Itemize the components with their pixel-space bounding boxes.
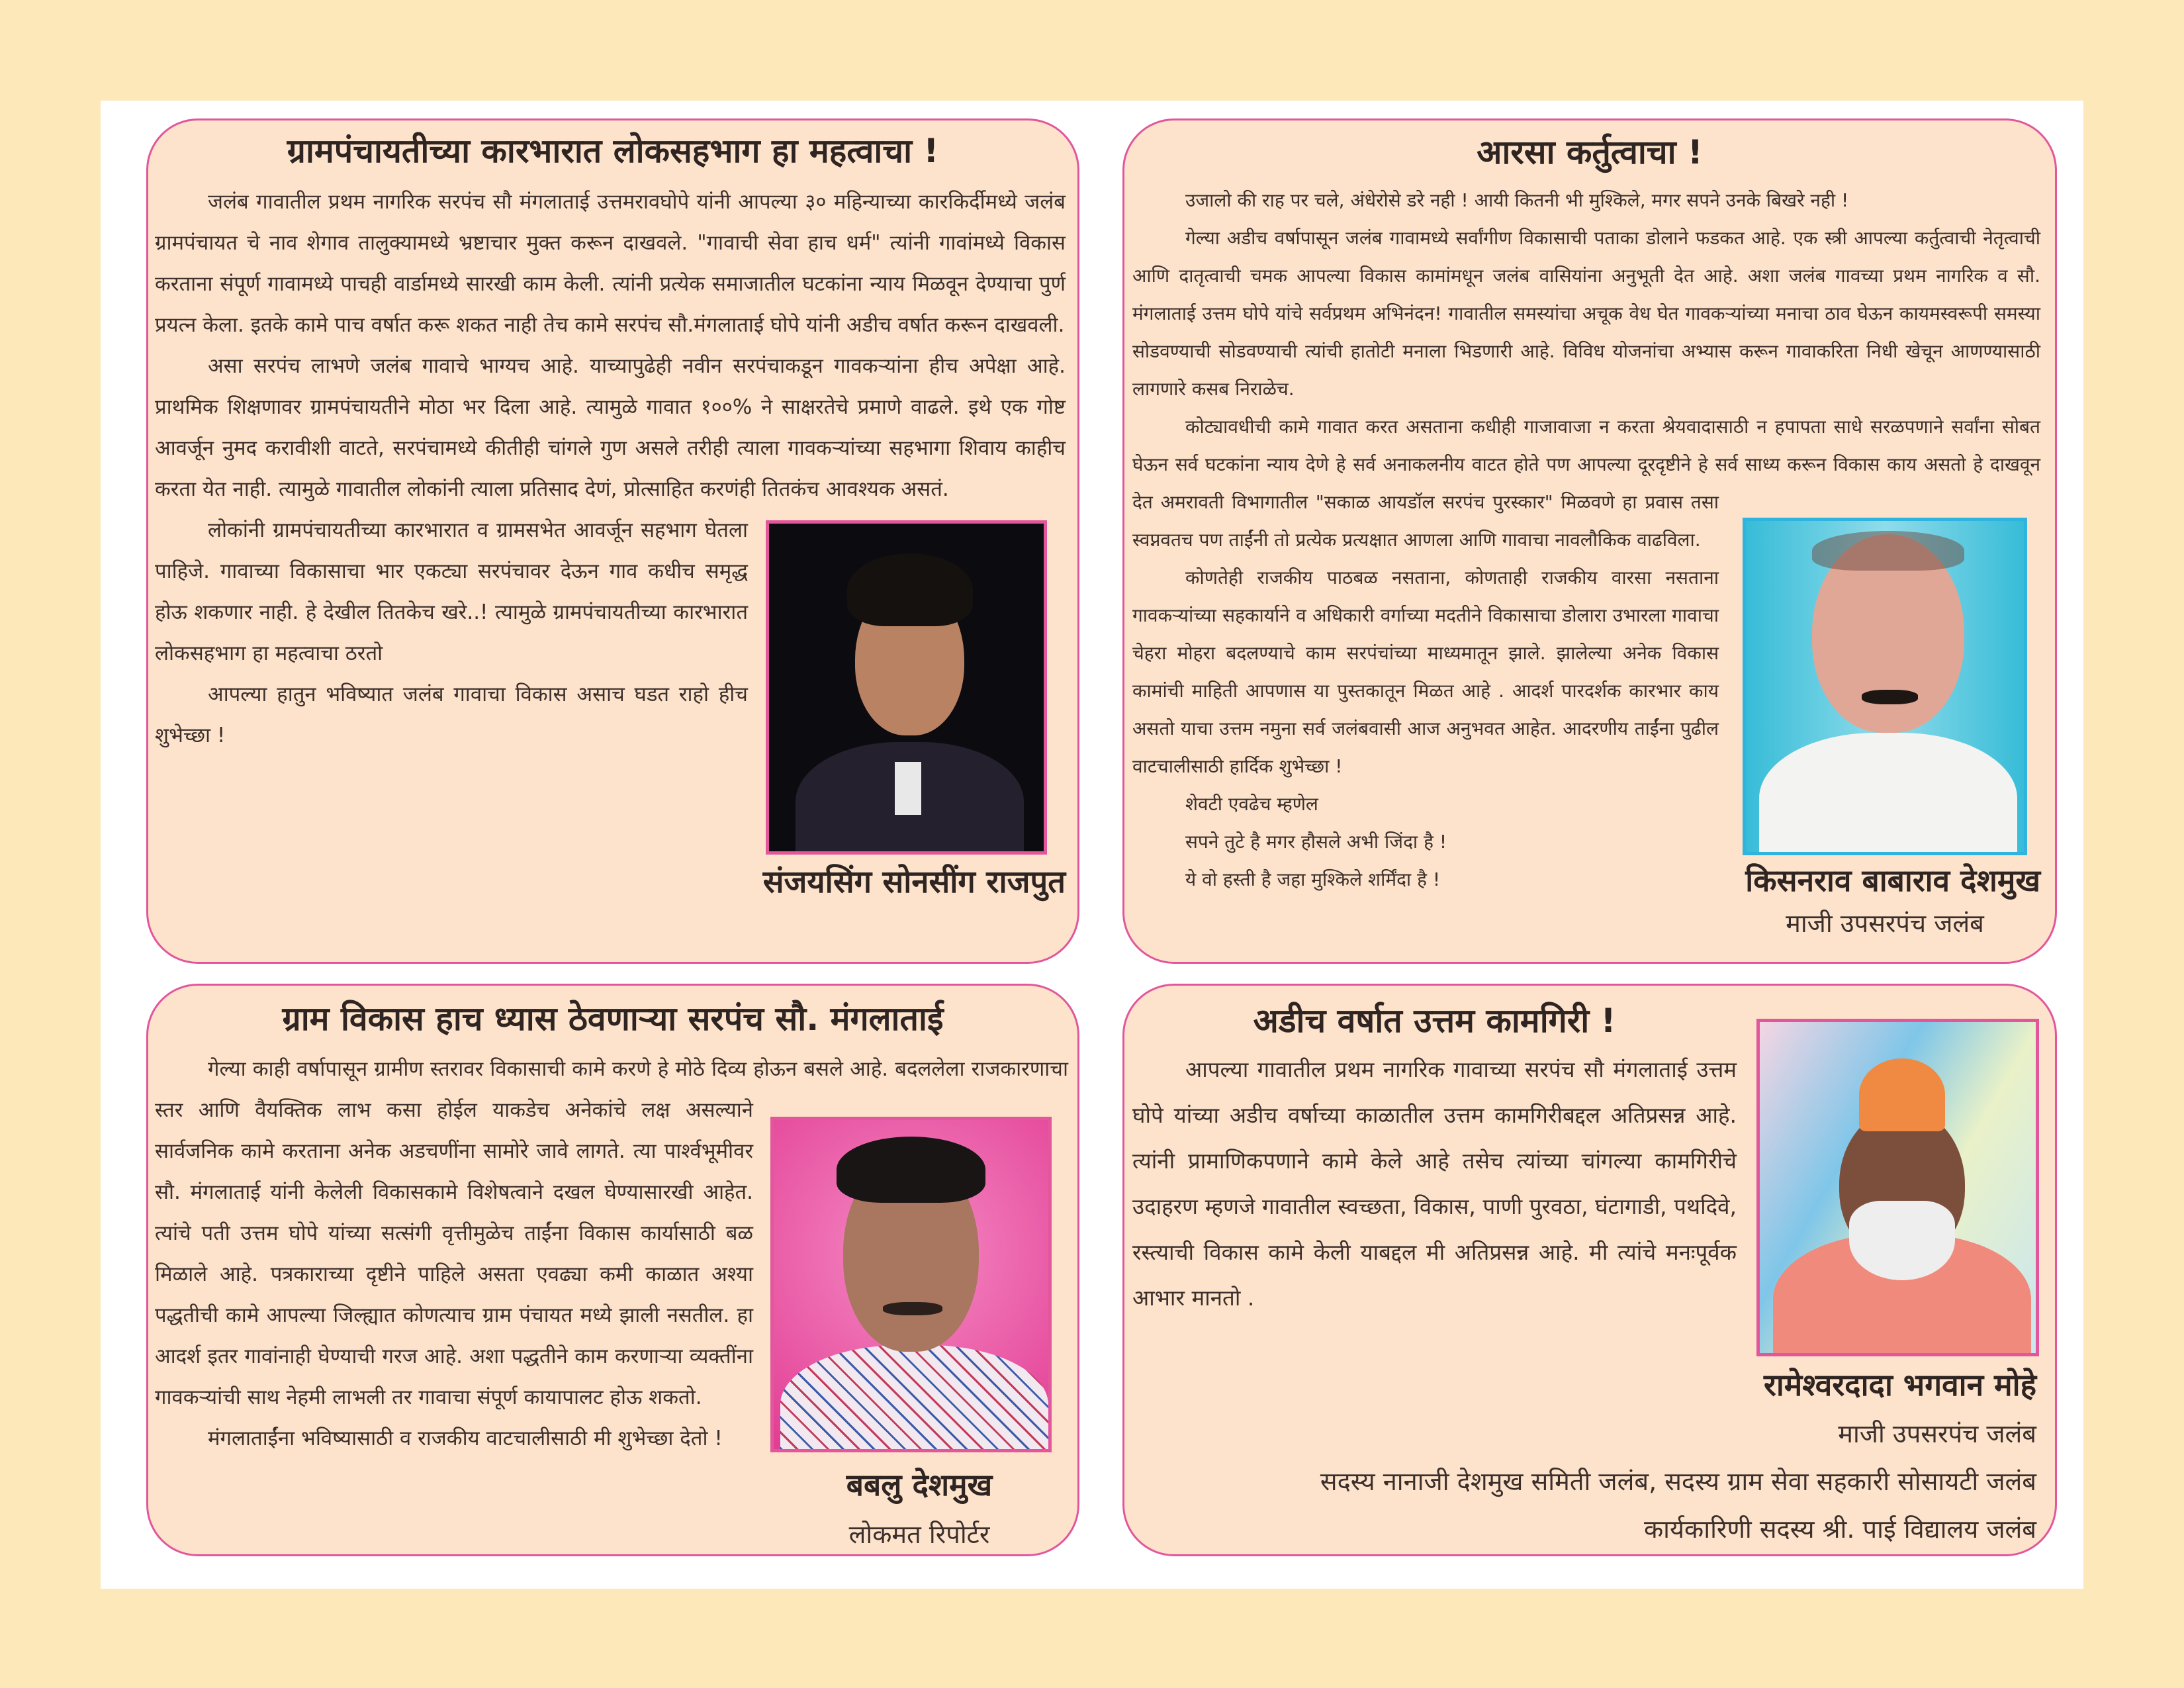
portrait-photo (1756, 1019, 2039, 1356)
portrait-photo (766, 520, 1047, 855)
author-role: लोकमत रिपोर्टर (848, 1520, 990, 1549)
paragraph: गेल्या अडीच वर्षापासून जलंब गावामध्ये सर्वांगीण विकासाची पताका डोलाने फडकत आहे. एक स्त्री आपल्या कर्तुत्वाची नेतृत्वाची आणि दातृत्वाची चमक आपल्या विकास कामांमधून जलंब वासियांना अनुभूती देत आहे. अशा जलंब गावच्या प्रथम नागरिक व सौ. मंगलाताई उत्तम घोपे यांचे सर्वप्रथम अभिनंदन! गावातील समस्यांचा अचूक वेध घेत गावकऱ्यांच्या मनाचा ठाव घेऊन कायमस्वरूपी समस्या सोडवण्याची सोडवण्याची त्यांची हातोटी मनाला भिडणारी आहे. विविध योजनांचा अभ्यास करून गावाकरिता निधी खेचून आणण्यासाठी लागणारे कसब निराळेच. (1132, 227, 2040, 400)
article-title: ग्रामपंचायतीच्या कारभारात लोकसहभाग हा महत्वाचा ! (287, 132, 939, 170)
poem-line: शेवटी एवढेच म्हणेल (1185, 793, 1318, 815)
portrait-block (1729, 518, 2040, 947)
article-title: ग्राम विकास हाच ध्यास ठेवणाऱ्या सरपंच सौ. मंगलाताई (282, 1000, 944, 1038)
paragraph: असा सरपंच लाभणे जलंब गावाचे भाग्यच आहे. याच्यापुढेही नवीन सरपंचाकडून गावकऱ्यांना हीच अपेक्षा आहे. प्राथमिक शिक्षणावर ग्रामपंचायतीने मोठा भर दिला आहे. त्यामुळे गावात १००% ने साक्षरतेचे प्रमाणे वाढले. इथे एक गोष्ट आवर्जून नुमद करावीशी वाटते, सरपंचामध्ये कीतीही चांगले गुण असले तरीही त्याला गावकऱ्यांच्या सहभागा शिवाय काहीच करता येत नाही. त्यामुळे गावातील लोकांनी त्याला प्रतिसाद देणं, प्रोत्साहित करणंही तितकंच आवश्यक असतं. (155, 354, 1066, 501)
paragraph: लोकांनी ग्रामपंचायतीच्या कारभारात व ग्रामसभेत आवर्जून सहभाग घेतला पाहिजे. गावाच्या विकासाचा भार एकट्या सरपंचावर देऊन गाव कधीच समृद्ध होऊ शकणार नाही. हे देखील तितकेच खरे..! त्यामुळे ग्रामपंचायतीच्या कारभारात लोकसहभाग हा महत्वाचा ठरतो (155, 518, 748, 665)
article-body (1132, 998, 2039, 1356)
author-role: कार्यकारिणी सदस्य श्री. पाई विद्यालय जलंब (1643, 1515, 2036, 1544)
author-role: सदस्य नानाजी देशमुख समिती जलंब, सदस्य ग्राम सेवा सहकारी सोसायटी जलंब (1320, 1467, 2036, 1496)
portrait-photo (1743, 518, 2027, 855)
portrait-block (770, 1117, 1068, 1556)
paragraph: गेल्या काही वर्षापासून ग्रामीण स्तरावर विकासाची कामे करणे हे मोठे दिव्य होऊन बसले आहे. बदललेला राजकारणाचा स्तर आणि वैयक्तिक लाभ कसा होईल याकडेच अनेकांचे लक्ष असल्याने सार्वजनिक कामे करताना अनेक अडचणींना सामोरे जावे लागते. त्या पार्श्वभूमीवर सौ. मंगलाताई यांनी केलेली विकासकामे विशेषत्वाने दखल घेण्यासारखी आहेत. त्यांचे पती उत्तम घोपे यांच्या सत्संगी वृत्तीमुळेच ताईंना विकास कार्यासाठी बळ मिळाले आहे. पत्रकाराच्या दृष्टीने पाहिले असता एवढ्या कमी काळात अश्या पद्धतीची कामे आपल्या जिल्ह्यात कोणत्याच ग्राम पंचायत मध्ये झाली नसतील. हा आदर्श इतर गावांनाही घेण्याची गरज आहे. अशा पद्धतीने काम करणाऱ्या व्यक्तींना गावकऱ्यांची साथ नेहमी लाभली तर गावाचा संपूर्ण कायापालट होऊ शकतो. (155, 1057, 1068, 1409)
poem-line: ये वो हस्ती है जहा मुश्किले शर्मिंदा है ! (1185, 868, 1441, 890)
poem-line: सपने तुटे है मगर हौसले अभी जिंदा है ! (1185, 831, 1447, 853)
paragraph: उजालो की राह पर चले, अंधेरोसे डरे नही ! आयी कितनी भी मुश्किले, मगर सपने उनके बिखरे नही ! (1185, 189, 1849, 211)
portrait-block (1756, 1019, 2039, 1356)
article-panel-1 (146, 118, 1079, 964)
author-name: रामेश्वरदादा भगवान मोहे (1764, 1367, 2036, 1403)
paragraph: जलंब गावातील प्रथम नागरिक सरपंच सौ मंगलाताई उत्तमरावघोपे यांनी आपल्या ३० महिन्याच्या कारकिर्दीमध्ये जलंब ग्रामपंचायत चे नाव शेगाव तालुक्यामध्ये भ्रष्टाचार मुक्त करून दाखवले. "गावाची सेवा हाच धर्म" त्यांनी गावांमध्ये विकास करताना संपूर्ण गावामध्ये पाचही वार्डामध्ये सारखी काम केली. त्यांनी प्रत्येक समाजातील घटकांना न्याय मिळवून देण्याचा पुर्ण प्रयत्न केला. इतके कामे पाच वर्षात करू शकत नाही तेच कामे सरपंच सौ.मंगलाताई घोपे यांनी अडीच वर्षात करून दाखवली. (155, 190, 1066, 337)
paragraph: कोट्यावधीची कामे गावात करत असताना कधीही गाजावाजा न करता श्रेयवादासाठी न हपापता साधे सरळपणाने सर्वांना सोबत घेऊन सर्व घटकांना न्याय देणे हे सर्व अनाकलनीय वाटत होते पण आपल्या दूरदृष्टीने हे सर्व साध्य करून विकास काय असतो हे दाखवून देत अमरावती विभागातील "सकाळ आयडॉल सरपंच पुरस्कार" मिळवणे हा प्रवास तसा स्वप्नवतच पण ताईंनी तो प्रत्येक प्रत्यक्षात आणला आणि गावाचा नावलौकिक वाढविला. (1132, 416, 2040, 551)
article-body (155, 181, 1066, 902)
article-body (1132, 181, 2040, 947)
author-name: किसनराव बाबाराव देशमुख (1745, 863, 2040, 898)
author-name: संजयसिंग सोनसींग राजपुत (762, 864, 1066, 900)
paragraph: कोणतेही राजकीय पाठबळ नसताना, कोणताही राजकीय वारसा नसताना गावकऱ्यांच्या सहकार्याने व अधिकारी वर्गाच्या मदतीने विकासाचा डोलारा उभारला गावाचा चेहरा मोहरा बदलण्याचे काम सरपंचांच्या माध्यमातून झाले. झालेल्या अनेक विकास कामांची माहिती आपणास या पुस्तकातून मिळत आहे . आदर्श पारदर्शक कारभार काय असतो याचा उत्तम नमुना सर्व जलंबवासी आज अनुभवत आहेत. आदरणीय ताईंना पुढील वाटचालीसाठी हार्दिक शुभेच्छा ! (1132, 567, 1719, 777)
article-panel-3 (146, 984, 1079, 1556)
portrait-photo (770, 1117, 1052, 1452)
portrait-block (761, 520, 1066, 902)
article-panel-2 (1122, 118, 2057, 964)
author-block (1320, 1360, 2036, 1553)
paragraph: मंगलाताईंना भविष्यासाठी व राजकीय वाटचालीसाठी मी शुभेच्छा देतो ! (208, 1427, 723, 1450)
article-panel-4 (1122, 984, 2057, 1556)
paragraph: आपल्या गावातील प्रथम नागरिक गावाच्या सरपंच सौ मंगलाताई उत्तम घोपे यांच्या अडीच वर्षाच्या काळातील उत्तम कामगिरीबद्दल अतिप्रसन्न आहे. त्यांनी प्रामाणिकपणाने कामे केले आहे तसेच त्यांच्या चांगल्या कामगिरीचे उदाहरण म्हणजे गावातील स्वच्छता, विकास, पाणी पुरवठा, घंटागाडी, पथदिवे, रस्त्याची विकास कामे केली याबद्दल मी अतिप्रसन्न आहे. मी त्यांचे मनःपूर्वक आभार मानतो . (1132, 1056, 1737, 1311)
author-role: माजी उपसरपंच जलंब (1838, 1419, 2036, 1448)
article-title: आरसा कर्तुत्वाचा ! (1477, 133, 1703, 171)
author-role: माजी उपसरपंच जलंब (1786, 909, 1984, 938)
author-name: बबलु देशमुख (846, 1467, 993, 1503)
article-title: अडीच वर्षात उत्तम कामगिरी ! (1253, 1002, 1616, 1040)
paragraph: आपल्या हातुन भविष्यात जलंब गावाचा विकास असाच घडत राहो हीच शुभेच्छा ! (155, 682, 748, 747)
article-body (155, 1049, 1068, 1556)
